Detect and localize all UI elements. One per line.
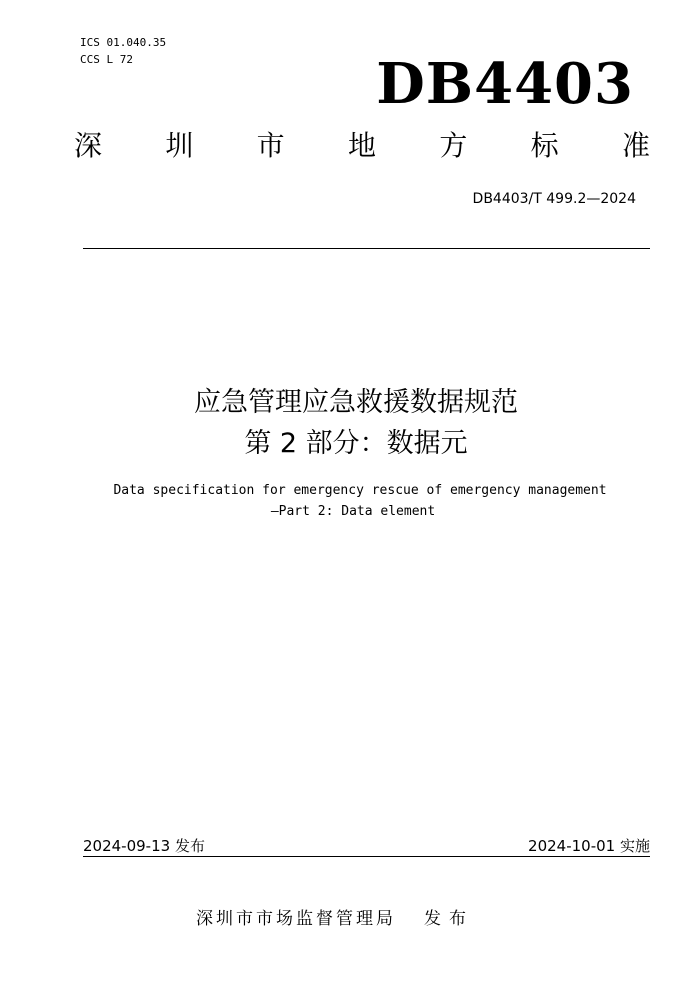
- issuer-name: 深圳市市场监督管理局: [196, 909, 396, 929]
- title-chinese-line-1: 应急管理应急救援数据规范: [194, 387, 518, 418]
- standard-type: [74, 129, 650, 162]
- standard-type-char: 准: [621, 129, 650, 162]
- implementation-date: 2024-10-01 实施: [528, 837, 650, 855]
- standard-type-char: 市: [256, 129, 285, 162]
- ics-code: ICS 01.040.35: [80, 36, 167, 49]
- standard-type-char: 标: [530, 129, 559, 162]
- title-english-line-1: Data specification for emergency rescue of emergency management: [113, 483, 607, 498]
- standard-type-char: 方: [439, 129, 468, 162]
- standard-type-char: 深: [74, 129, 103, 162]
- standard-type-char: 地: [347, 129, 376, 162]
- top-divider: [83, 248, 650, 249]
- bottom-divider: [83, 856, 650, 857]
- db-logo: DB4403: [376, 51, 634, 117]
- publish-label: 发布: [424, 909, 474, 929]
- standard-type-char: 圳: [165, 129, 194, 162]
- ccs-code: CCS L 72: [80, 53, 133, 66]
- issue-date: 2024-09-13 发布: [83, 837, 205, 855]
- issuer-line: [196, 904, 474, 929]
- standard-number: DB4403/T 499.2—2024: [472, 191, 636, 207]
- title-chinese-line-2: 第 2 部分：数据元: [244, 428, 468, 459]
- title-english-line-2: —Part 2: Data element: [270, 504, 436, 519]
